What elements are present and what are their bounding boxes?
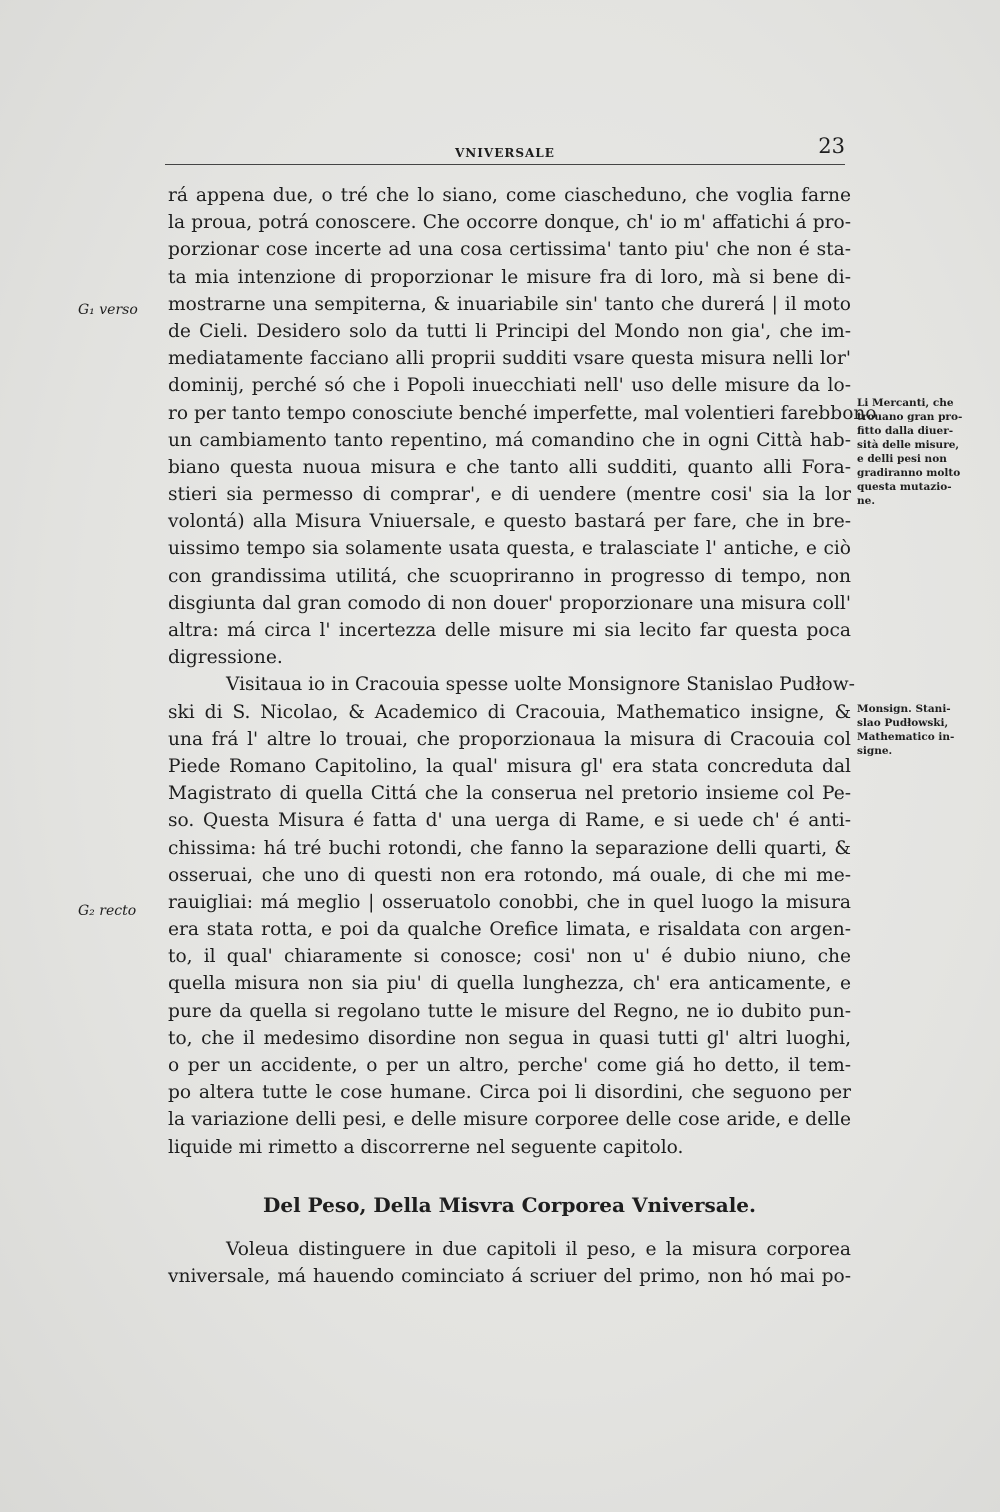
marginal-line: Li Mercanti, che: [857, 397, 954, 409]
paragraph-1: [168, 182, 877, 671]
text-line: to, il qual' chiaramente si conosce; cosi' non u' é dubio niuno, che: [168, 946, 851, 968]
paragraph-2: [168, 671, 855, 1160]
text-line: chissima: há tré buchi rotondi, che fanno la separazione delli quarti, &: [168, 837, 851, 859]
signature-mark-g2: G₂ recto: [78, 903, 137, 919]
text-line: de Cieli. Desidero solo da tutti li Principi del Mondo non gia', che im-: [168, 320, 851, 342]
marginal-line: slao Pudłowski,: [857, 717, 949, 729]
text-line: ski di S. Nicolao, & Academico di Cracouia, Mathematico insigne, &: [168, 701, 851, 723]
text-line: disgiunta dal gran comodo di non douer' proporzionare una misura coll': [168, 592, 851, 614]
marginal-note-mercanti: [857, 396, 962, 508]
text-line: so. Questa Misura é fatta d' una uerga di Rame, e si uede ch' é anti-: [168, 810, 851, 832]
paragraph-3: [168, 1236, 851, 1290]
marginal-line: e delli pesi non: [857, 453, 947, 465]
text-line: porzionar cose incerte ad una cosa certissima' tanto piu' che non é sta-: [168, 239, 851, 261]
marginal-line: ne.: [857, 495, 875, 507]
running-head: VNIVERSALE: [455, 146, 555, 160]
text-line: liquide mi rimetto a discorrerne nel seguente capitolo.: [168, 1136, 684, 1158]
text-line: pure da quella si regolano tutte le misure del Regno, ne io dubito pun-: [168, 1000, 851, 1022]
text-line: Magistrato di quella Cittá che la conserua nel pretorio insieme col Pe-: [168, 783, 851, 805]
text-line: la proua, potrá conoscere. Che occorre donque, ch' io m' affatichi á pro-: [168, 212, 851, 234]
text-line: volontá) alla Misura Vniuersale, e questo bastará per fare, che in bre-: [168, 511, 851, 533]
text-line: biano questa nuoua misura e che tanto alli sudditi, quanto alli Fora-: [168, 456, 851, 478]
marginal-line: signe.: [857, 745, 893, 757]
text-line: rauigliai: má meglio | osseruatolo conobbi, che in quel luogo la misura: [168, 891, 851, 913]
text-line: rá appena due, o tré che lo siano, come ciascheduno, che voglia farne: [168, 185, 851, 206]
text-line: una frá l' altre lo trouai, che proporzionaua la misura di Cracouia col: [168, 728, 851, 750]
text-line: osseruai, che uno di questi non era rotondo, má ouale, di che mi me-: [168, 864, 851, 886]
marginal-line: questa mutazio-: [857, 481, 952, 493]
marginal-line: fitto dalla diuer-: [857, 425, 954, 437]
marginal-note-pudlowski: [857, 702, 954, 758]
text-line: altra: má circa l' incertezza delle misure mi sia lecito far questa poca: [168, 620, 851, 641]
marginal-line: gradiranno molto: [857, 467, 961, 479]
section-heading: Del Peso, Della Misvra Corporea Vniversale.: [263, 1193, 756, 1217]
text-line: vniversale, má hauendo cominciato á scriuer del primo, non hó mai po-: [168, 1266, 851, 1288]
text-line: mediatamente facciano alli proprii sudditi vsare questa misura nelli lor': [168, 348, 851, 370]
text-line: Visitaua io in Cracouia spesse uolte Monsignore Stanislao Pudłow-: [226, 674, 855, 696]
text-line: ro per tanto tempo conosciute benché imperfette, mal volentieri farebbono: [168, 402, 877, 424]
text-line: con grandissima utilitá, che scuopriranno in progresso di tempo, non: [168, 565, 851, 587]
text-line: mostrarne una sempiterna, & inuariabile sin' tanto che durerá | il moto: [168, 293, 851, 315]
marginal-line: Mathematico in-: [857, 731, 955, 743]
text-line: uissimo tempo sia solamente usata questa, e tralasciate l' antiche, e ciò: [168, 538, 851, 560]
text-line: un cambiamento tanto repentino, má comandino che in ogni Città hab-: [168, 429, 851, 451]
text-line: stieri sia permesso di comprar', e di uendere (mentre cosi' sia la lor: [168, 484, 851, 506]
text-line: digressione.: [168, 647, 283, 669]
marginal-line: Monsign. Stani-: [857, 703, 951, 715]
text-line: era stata rotta, e poi da qualche Orefice limata, e risaldata con argen-: [168, 919, 851, 941]
page-header: [165, 134, 845, 164]
text-line: Voleua distinguere in due capitoli il peso, e la misura corporea: [226, 1239, 851, 1260]
text-line: dominij, perché só che i Popoli inuecchiati nell' uso delle misure da lo-: [168, 375, 851, 397]
text-line: la variazione delli pesi, e delle misure corporee delle cose aride, e delle: [168, 1109, 851, 1131]
text-line: quella misura non sia piu' di quella lunghezza, ch' era anticamente, e: [168, 973, 851, 995]
main-text-block: [168, 182, 877, 1161]
text-line: po altera tutte le cose humane. Circa poi li disordini, che seguono per: [168, 1082, 851, 1104]
marginal-line: trouano gran pro-: [857, 411, 963, 423]
page-number: 23: [818, 134, 845, 158]
marginal-line: sità delle misure,: [857, 439, 960, 451]
text-line: ta mia intenzione di proporzionar le misure fra di loro, mà si bene di-: [168, 266, 851, 288]
text-line: o per un accidente, o per un altro, perche' come giá ho detto, il tem-: [168, 1055, 851, 1076]
header-rule: [165, 164, 845, 165]
text-line: Piede Romano Capitolino, la qual' misura gl' era stata concreduta dal: [168, 755, 851, 777]
signature-mark-g1: G₁ verso: [78, 302, 138, 318]
text-line: to, che il medesimo disordine non segua in quasi tutti gl' altri luoghi,: [168, 1027, 851, 1049]
